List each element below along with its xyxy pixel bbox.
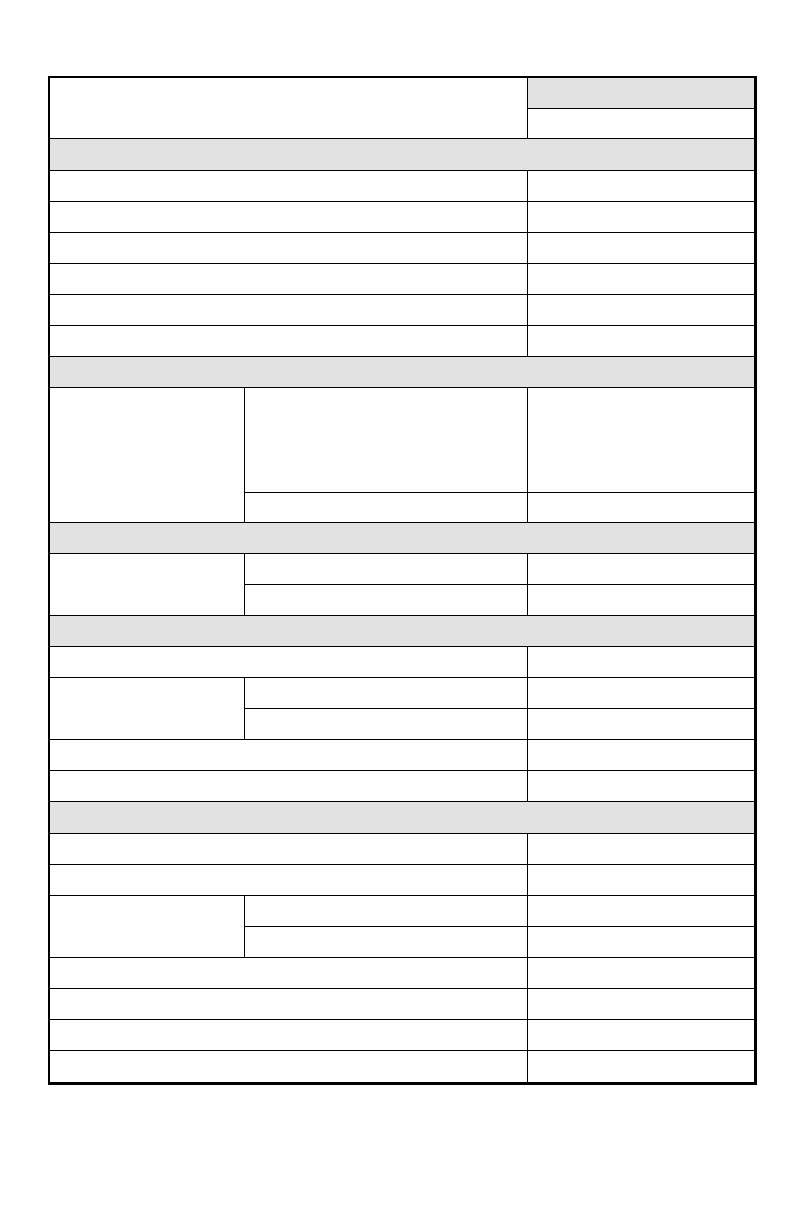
table-cell-s3-sub1-label <box>244 553 528 585</box>
table-cell-s4-sub2-label <box>244 708 528 740</box>
table-cell-s5-r1-value <box>527 833 757 865</box>
table-cell-s1-r6-label <box>48 325 528 357</box>
table-cell-s4-sub1-label <box>244 677 528 709</box>
table-cell-s1-r5-label <box>48 294 528 326</box>
table-cell-s5-r5-label <box>48 957 528 989</box>
table-cell-s1-r3-label <box>48 232 528 264</box>
table-cell-s1-r2-value <box>527 201 757 233</box>
table-cell-s4-sub2-value <box>527 708 757 740</box>
table-cell-s5-sub2-value <box>527 926 757 958</box>
table-cell-title-right-bottom <box>527 108 757 139</box>
table-cell-s2-sub2-value <box>527 492 757 523</box>
table-cell-title-right-top <box>527 76 757 109</box>
table-cell-s5-sub1-value <box>527 895 757 927</box>
table-cell-s5-r1-label <box>48 833 528 865</box>
table-cell-section-2-header <box>48 356 757 388</box>
table-cell-s5-r2-label <box>48 864 528 896</box>
table-cell-s1-r4-label <box>48 263 528 295</box>
table-cell-s2-sub1-label <box>244 387 528 493</box>
table-cell-s5-sub2-label <box>244 926 528 958</box>
table-cell-s1-r5-value <box>527 294 757 326</box>
table-cell-s1-r4-value <box>527 263 757 295</box>
table-cell-s4-r4-value <box>527 739 757 771</box>
table-cell-section-3-header <box>48 522 757 554</box>
table-cell-s5-r2-value <box>527 864 757 896</box>
table-cell-s4-group-label <box>48 677 245 740</box>
table-cell-s1-r3-value <box>527 232 757 264</box>
table-cell-s5-r5-value <box>527 957 757 989</box>
table-cell-s4-r4-label <box>48 739 528 771</box>
table-cell-s3-group-label <box>48 553 245 616</box>
table-cell-s1-r1-label <box>48 170 528 202</box>
table-cell-s2-sub1-value <box>527 387 757 493</box>
table-cell-section-1-header <box>48 138 757 171</box>
table-cell-s5-r8-label <box>48 1050 528 1085</box>
table-cell-s5-r7-value <box>527 1019 757 1051</box>
table-cell-section-4-header <box>48 615 757 647</box>
table-cell-s1-r6-value <box>527 325 757 357</box>
table-cell-s4-r5-label <box>48 770 528 802</box>
table-cell-s4-r1-label <box>48 646 528 678</box>
table-cell-s5-r6-label <box>48 988 528 1020</box>
table-cell-s2-sub2-label <box>244 492 528 523</box>
spec-table <box>48 76 756 1084</box>
table-cell-title <box>48 76 528 139</box>
table-cell-s5-r6-value <box>527 988 757 1020</box>
table-cell-s4-r1-value <box>527 646 757 678</box>
table-cell-s3-sub1-value <box>527 553 757 585</box>
table-cell-s3-sub2-label <box>244 584 528 616</box>
table-cell-s5-r8-value <box>527 1050 757 1085</box>
table-cell-s5-r7-label <box>48 1019 528 1051</box>
table-cell-s3-sub2-value <box>527 584 757 616</box>
table-cell-s1-r1-value <box>527 170 757 202</box>
table-cell-section-5-header <box>48 801 757 834</box>
table-cell-s2-group-label <box>48 387 245 523</box>
table-cell-s4-r5-value <box>527 770 757 802</box>
table-cell-s5-sub1-label <box>244 895 528 927</box>
table-cell-s1-r2-label <box>48 201 528 233</box>
table-cell-s5-group-label <box>48 895 245 958</box>
table-cell-s4-sub1-value <box>527 677 757 709</box>
